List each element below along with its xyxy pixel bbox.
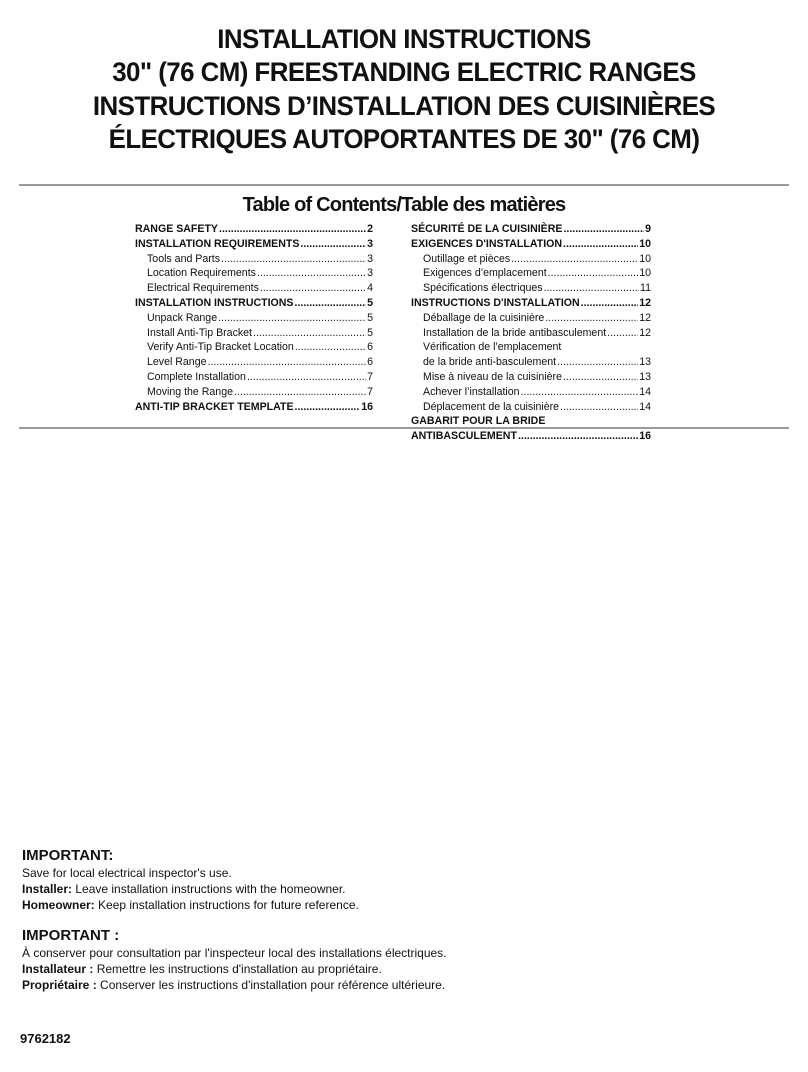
toc-entry-anti-tip-template[interactable]: ANTI-TIP BRACKET TEMPLATE ..... 16 [135, 400, 373, 415]
toc-entry-mise-a-niveau[interactable]: Mise à niveau de la cuisinière ..... 13 [411, 370, 651, 385]
important-line-proprietaire: Propriétaire : Conserver les instructions d'installation pour référence ultérieure. [22, 978, 446, 992]
important-line-inspecteur: À conserver pour consultation par l'inspecteur local des installations électriques. [22, 946, 447, 960]
title-line-4-french: ÉLECTRIQUES AUTOPORTANTES DE 30" (76 CM) [108, 124, 700, 154]
toc-entry-specifications-electriques[interactable]: Spécifications électriques ..... 11 [411, 281, 651, 296]
toc-entry-level-range[interactable]: Level Range ..... 6 [135, 355, 373, 370]
toc-entry-installation-instructions[interactable]: INSTALLATION INSTRUCTIONS ..... 5 [135, 296, 373, 311]
toc-entry-verification-line-1[interactable]: Vérification de l’emplacement [423, 341, 562, 354]
part-number: 9762182 [20, 1031, 71, 1046]
toc-entry-installation-requirements[interactable]: INSTALLATION REQUIREMENTS ..... 3 [135, 237, 373, 252]
toc-english-column [135, 222, 373, 414]
toc-entry-location-requirements[interactable]: Location Requirements ..... 3 [135, 266, 373, 281]
toc-entry-range-safety[interactable]: RANGE SAFETY ..... 2 [135, 222, 373, 237]
title-line-3-french: INSTRUCTIONS D’INSTALLATION DES CUISINIÈRES [92, 91, 716, 121]
bottom-divider [19, 427, 789, 429]
title-line-2: 30" (76 CM) FREESTANDING ELECTRIC RANGES [112, 57, 696, 87]
toc-entry-instructions-installation[interactable]: INSTRUCTIONS D'INSTALLATION ..... 12 [411, 296, 651, 311]
important-heading-french: IMPORTANT : [22, 927, 120, 944]
important-heading: IMPORTANT: [22, 847, 114, 864]
important-english [22, 846, 359, 913]
toc-entry-verify-anti-tip-bracket[interactable]: Verify Anti-Tip Bracket Location ..... 6 [135, 340, 373, 355]
title-line-1: INSTALLATION INSTRUCTIONS [217, 24, 591, 54]
toc-entry-installation-bride[interactable]: Installation de la bride antibasculement ..... 12 [411, 326, 651, 341]
toc-entry-deplacement[interactable]: Déplacement de la cuisinière ..... 14 [411, 400, 651, 415]
toc-entry-install-anti-tip-bracket[interactable]: Install Anti-Tip Bracket ..... 5 [135, 326, 373, 341]
toc-entry-securite[interactable]: SÉCURITÉ DE LA CUISINIÈRE ..... 9 [411, 222, 651, 237]
toc-entry-tools-and-parts[interactable]: Tools and Parts ..... 3 [135, 252, 373, 267]
toc-entry-outillage[interactable]: Outillage et pièces ..... 10 [411, 252, 651, 267]
toc-entry-gabarit-line-1[interactable]: GABARIT POUR LA BRIDE [411, 415, 546, 428]
toc-entry-exigences-emplacement[interactable]: Exigences d’emplacement ..... 10 [411, 266, 651, 281]
toc-french-column [411, 222, 651, 444]
important-line-installer: Installer: Leave installation instructions with the homeowner. [22, 882, 346, 896]
important-line-installateur: Installateur : Remettre les instructions d'installation au propriétaire. [22, 962, 382, 976]
important-line-homeowner: Homeowner: Keep installation instructions for future reference. [22, 898, 359, 912]
toc-entry-achever-installation[interactable]: Achever l’installation ..... 14 [411, 385, 651, 400]
toc-entry-verification-line-2[interactable]: de la bride anti-basculement ..... 13 [411, 355, 651, 370]
toc-entry-exigences-installation[interactable]: EXIGENCES D'INSTALLATION ..... 10 [411, 237, 651, 252]
top-divider [19, 184, 789, 186]
toc-entry-deballage[interactable]: Déballage de la cuisinière ..... 12 [411, 311, 651, 326]
toc-heading: Table of Contents/Table des matières [242, 194, 566, 216]
toc-entry-complete-installation[interactable]: Complete Installation ..... 7 [135, 370, 373, 385]
toc-entry-gabarit-line-2[interactable]: ANTIBASCULEMENT ..... 16 [411, 429, 651, 444]
toc-entry-electrical-requirements[interactable]: Electrical Requirements ..... 4 [135, 281, 373, 296]
important-french [22, 926, 447, 993]
important-line-inspector: Save for local electrical inspector's use. [22, 866, 232, 880]
toc-entry-unpack-range[interactable]: Unpack Range ..... 5 [135, 311, 373, 326]
toc-entry-moving-the-range[interactable]: Moving the Range ..... 7 [135, 385, 373, 400]
